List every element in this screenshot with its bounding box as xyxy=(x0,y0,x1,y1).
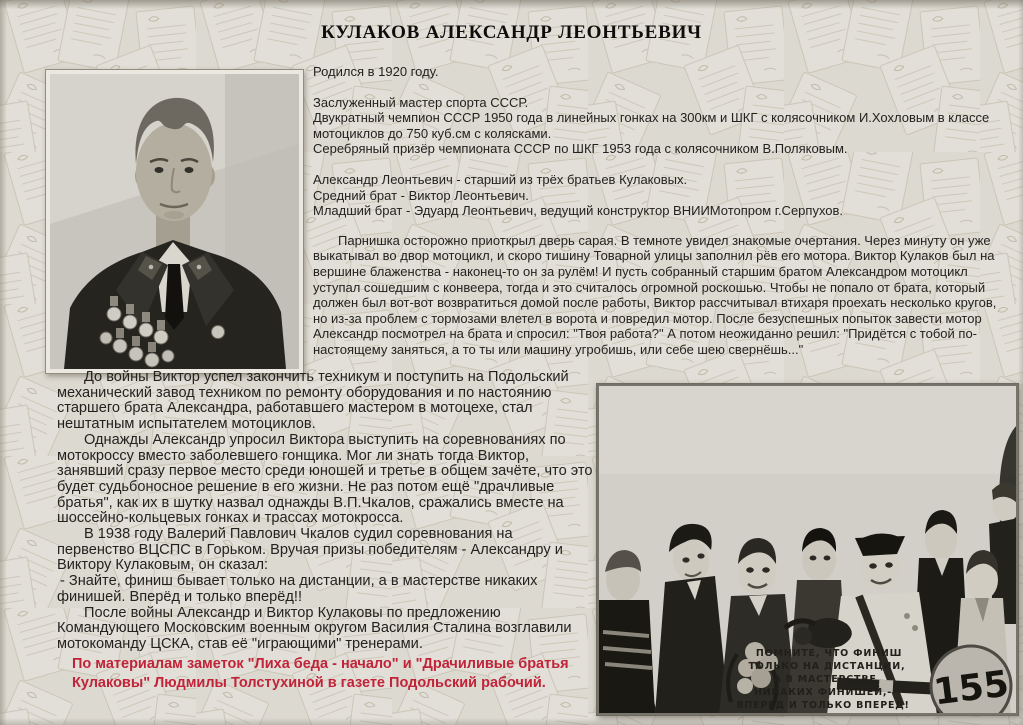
svg-text:ВПЕРЕД И ТОЛЬКО ВПЕРЕД!: ВПЕРЕД И ТОЛЬКО ВПЕРЕД! xyxy=(736,700,910,711)
source-note-line: По материалам заметок "Лиха беда - начало" и "Драчиливые братья xyxy=(72,656,569,672)
history-paragraph: До войны Виктор успел закончить техникум и поступить на Подольский механический завод техником по ремонту оборудования и по настоянию старшего брата Александра, работавшего мастером в мотоцехе, стал нештатным испытателем мотоциклов. xyxy=(57,369,569,433)
source-note xyxy=(72,655,569,693)
svg-text:А В МАСТЕРСТВЕ: А В МАСТЕРСТВЕ xyxy=(773,674,877,685)
history-paragraph: В 1938 году Валерий Павлович Чкалов судил соревнования на первенство ВЦСПС в Горьком. Вручая призы победителям - Александру и Виктору Кулаковым, он сказал: xyxy=(57,526,563,574)
svg-text:ТОЛЬКО НА ДИСТАНЦИИ,: ТОЛЬКО НА ДИСТАНЦИИ, xyxy=(748,661,906,672)
source-note-line: Кулаковы" Людмилы Толстухиной в газете Подольский рабочий. xyxy=(72,675,546,691)
history-column xyxy=(57,370,594,653)
bio-achievements xyxy=(313,95,1013,157)
group-photo-illustration xyxy=(597,384,1018,715)
scan-edge-shadow-right xyxy=(1018,0,1023,725)
brother-line: Младший брат - Эдуард Леонтьевич, ведущий конструктор ВНИИМотопром г.Серпухов. xyxy=(313,203,844,219)
achievement-line: Двукратный чемпион СССР 1950 года в линейных гонках на 300км и ШКГ с колясочником И.Хохловым в классе мотоциклов до 750 куб.см с колясками. xyxy=(313,110,990,141)
group-photo xyxy=(596,383,1019,716)
achievement-line: Серебряный призёр чемпионата СССР по ШКГ 1953 года с колясочником В.Поляковым. xyxy=(313,141,848,157)
history-quote-paragraph: - Знайте, финиш бывает только на дистанции, а в мастерстве никаких финишей. Вперёд и только вперёд!! xyxy=(57,573,538,605)
svg-text:ПОМНИТЕ, ЧТО ФИНИШ: ПОМНИТЕ, ЧТО ФИНИШ xyxy=(755,648,903,659)
svg-text:155: 155 xyxy=(931,663,1012,714)
brother-line: Средний брат - Виктор Леонтьевич. xyxy=(313,187,529,203)
scan-edge-shadow-top xyxy=(0,0,1023,9)
bio-column xyxy=(313,64,1013,358)
portrait-photo-illustration xyxy=(50,74,299,369)
racing-number-disc xyxy=(931,646,1011,715)
history-paragraph: После войны Александр и Виктор Кулаковы по предложению Командующего Московским военным округом Василия Сталина возглавили мотокоманду ЦСКА, став её "играющими" тренерами. xyxy=(57,604,572,652)
scan-edge-shadow-bottom xyxy=(0,718,1023,725)
history-paragraph: Однажды Александр упросил Виктора выступить на соревнованиях по мотокроссу вместо заболевшего гонщика. Мог ли знать тогда Виктор, занявший сразу первое место среди юношей и третье в общем зачёте, что это будет судьбоносное решение в его жизни. Не раз потом ещё "драчливые братья", как их в шутку назвал однажды В.П.Чкалов, сражались вместе на шоссейно-кольцевых гонках и трассах мотокросса. xyxy=(57,431,593,527)
bio-born: Родился в 1920 году. xyxy=(313,64,439,79)
bio-brothers xyxy=(313,172,1013,219)
brother-line: Александр Леонтьевич - старший из трёх братьев Кулаковых. xyxy=(313,171,688,187)
scan-edge-shadow-left xyxy=(0,0,7,725)
story-paragraph: Парнишка осторожно приоткрыл дверь сарая. В темноте увидел знакомые очертания. Через минуту он уже выкатывал во двор мотоцикл, и скоро тишину Товарной улицы заполнил рёв его мотора. Виктор Кулаков был на вершине блаженства - наконец-то он за рулём! И пусть собранный старшим братом Александром мотоцикл уступал сошедшим с конвеера, тогда и это считалось огромной роскошью. Чтобы не попало от брата, который должен был вот-вот возвратиться домой после работы, Виктор рассчитывал втихаря проехать несколько кругов, но из-за проблем с тормозами влетел в ворота и повредил мотор. После безуспешных попыток завести мотор Александр посмотрел на брата и спросил: "Твоя работа?" А потом неожиданно решил: "Придётся с тобой по-настоящему заняться, а то ты или машину угробишь, или себе шею свернёшь..." xyxy=(313,232,997,357)
page-title: КУЛАКОВ АЛЕКСАНДР ЛЕОНТЬЕВИЧ xyxy=(321,22,702,43)
svg-text:НИКАКИХ ФИНИШЕЙ,-: НИКАКИХ ФИНИШЕЙ,- xyxy=(754,687,892,698)
portrait-photo xyxy=(45,69,304,374)
achievement-line: Заслуженный мастер спорта СССР. xyxy=(313,94,529,110)
